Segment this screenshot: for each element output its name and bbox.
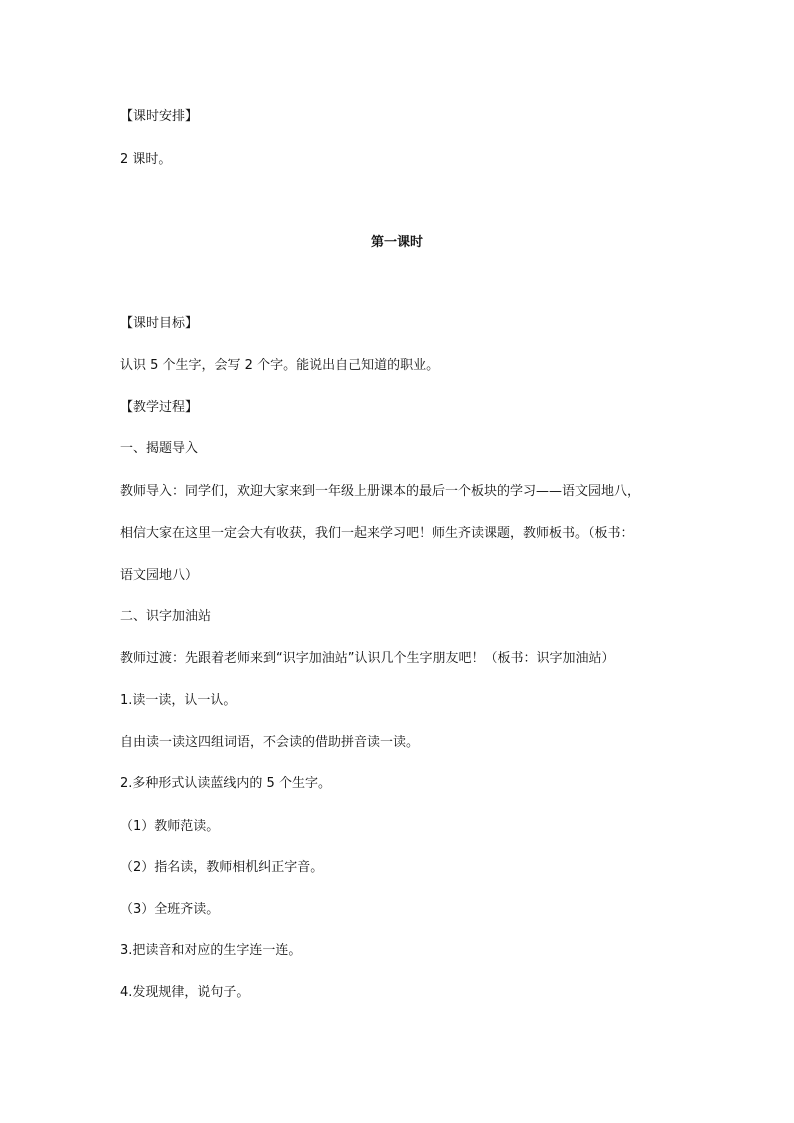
- schedule-text: 2 课时。: [120, 152, 172, 167]
- objectives-text: 认识 5 个生字，会写 2 个字。能说出自己知道的职业。: [120, 358, 440, 373]
- paragraph-line: 教师导入：同学们，欢迎大家来到一年级上册课本的最后一个板块的学习——语文园地八，: [120, 484, 641, 499]
- section-heading-schedule: 【课时安排】: [120, 109, 199, 124]
- step-heading-intro: 一、揭题导入: [120, 441, 199, 456]
- list-item: 3.把读音和对应的生字连一连。: [120, 943, 302, 958]
- list-item: 1.读一读，认一认。: [120, 693, 237, 708]
- paragraph-line: 教师过渡：先跟着老师来到“识字加油站”认识几个生字朋友吧！（板书：识字加油站）: [120, 651, 615, 666]
- sub-list-item: （1）教师范读。: [120, 819, 220, 834]
- list-item: 2.多种形式认读蓝线内的 5 个生字。: [120, 776, 331, 791]
- lesson-title: 第一课时: [370, 235, 423, 250]
- step-heading-literacy: 二、识字加油站: [120, 609, 212, 624]
- list-item: 4.发现规律，说句子。: [120, 985, 250, 1000]
- paragraph-line: 相信大家在这里一定会大有收获，我们一起来学习吧！师生齐读课题，教师板书。（板书：: [120, 526, 634, 541]
- section-heading-objectives: 【课时目标】: [120, 316, 199, 331]
- sub-list-item: （2）指名读，教师相机纠正字音。: [120, 860, 324, 875]
- section-heading-process: 【教学过程】: [120, 400, 199, 415]
- sub-list-item: （3）全班齐读。: [120, 902, 220, 917]
- paragraph-line: 自由读一读这四组词语，不会读的借助拼音读一读。: [120, 735, 420, 750]
- paragraph-line: 语文园地八）: [120, 568, 199, 583]
